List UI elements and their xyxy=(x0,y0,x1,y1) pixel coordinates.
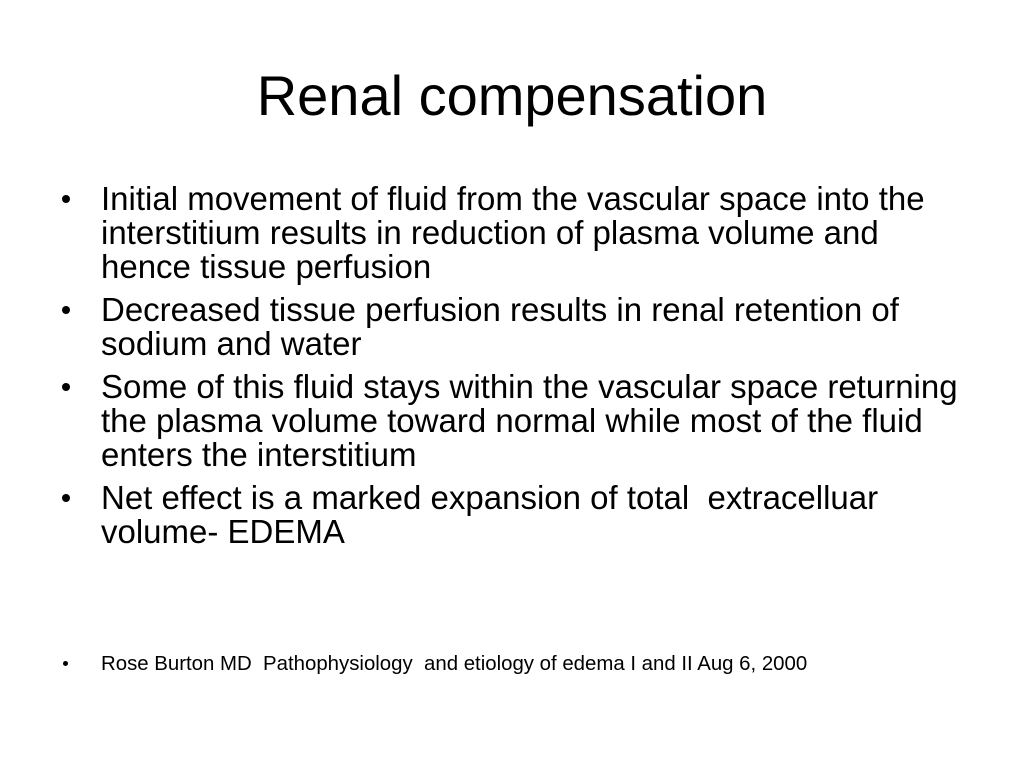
bullet-item xyxy=(101,182,963,284)
bullet-text: Some of this fluid stays within the vascular space returning the plasma volume toward normal while most of the fluid enters the interstitium xyxy=(101,368,967,473)
bullet-icon xyxy=(62,494,70,502)
bullet-icon xyxy=(62,195,70,203)
bullet-icon xyxy=(62,306,70,314)
citation-text: Rose Burton MD Pathophysiology and etiology of edema I and II Aug 6, 2000 xyxy=(101,653,808,675)
bullet-text: Initial movement of fluid from the vascular space into the interstitium results in reduction of plasma volume and hence tissue perfusion xyxy=(101,180,934,285)
citation-list xyxy=(101,652,981,676)
bullet-item xyxy=(101,481,963,549)
bullet-text: Decreased tissue perfusion results in renal retention of sodium and water xyxy=(101,291,909,362)
bullet-text: Net effect is a marked expansion of total extracelluar volume- EDEMA xyxy=(101,479,888,550)
bullet-icon xyxy=(63,661,68,666)
bullet-icon xyxy=(62,383,70,391)
citation-item xyxy=(101,652,981,676)
bullet-item xyxy=(101,368,967,473)
bullet-list xyxy=(101,180,967,550)
slide-title: Renal compensation xyxy=(256,64,768,127)
bullet-item xyxy=(101,293,963,361)
